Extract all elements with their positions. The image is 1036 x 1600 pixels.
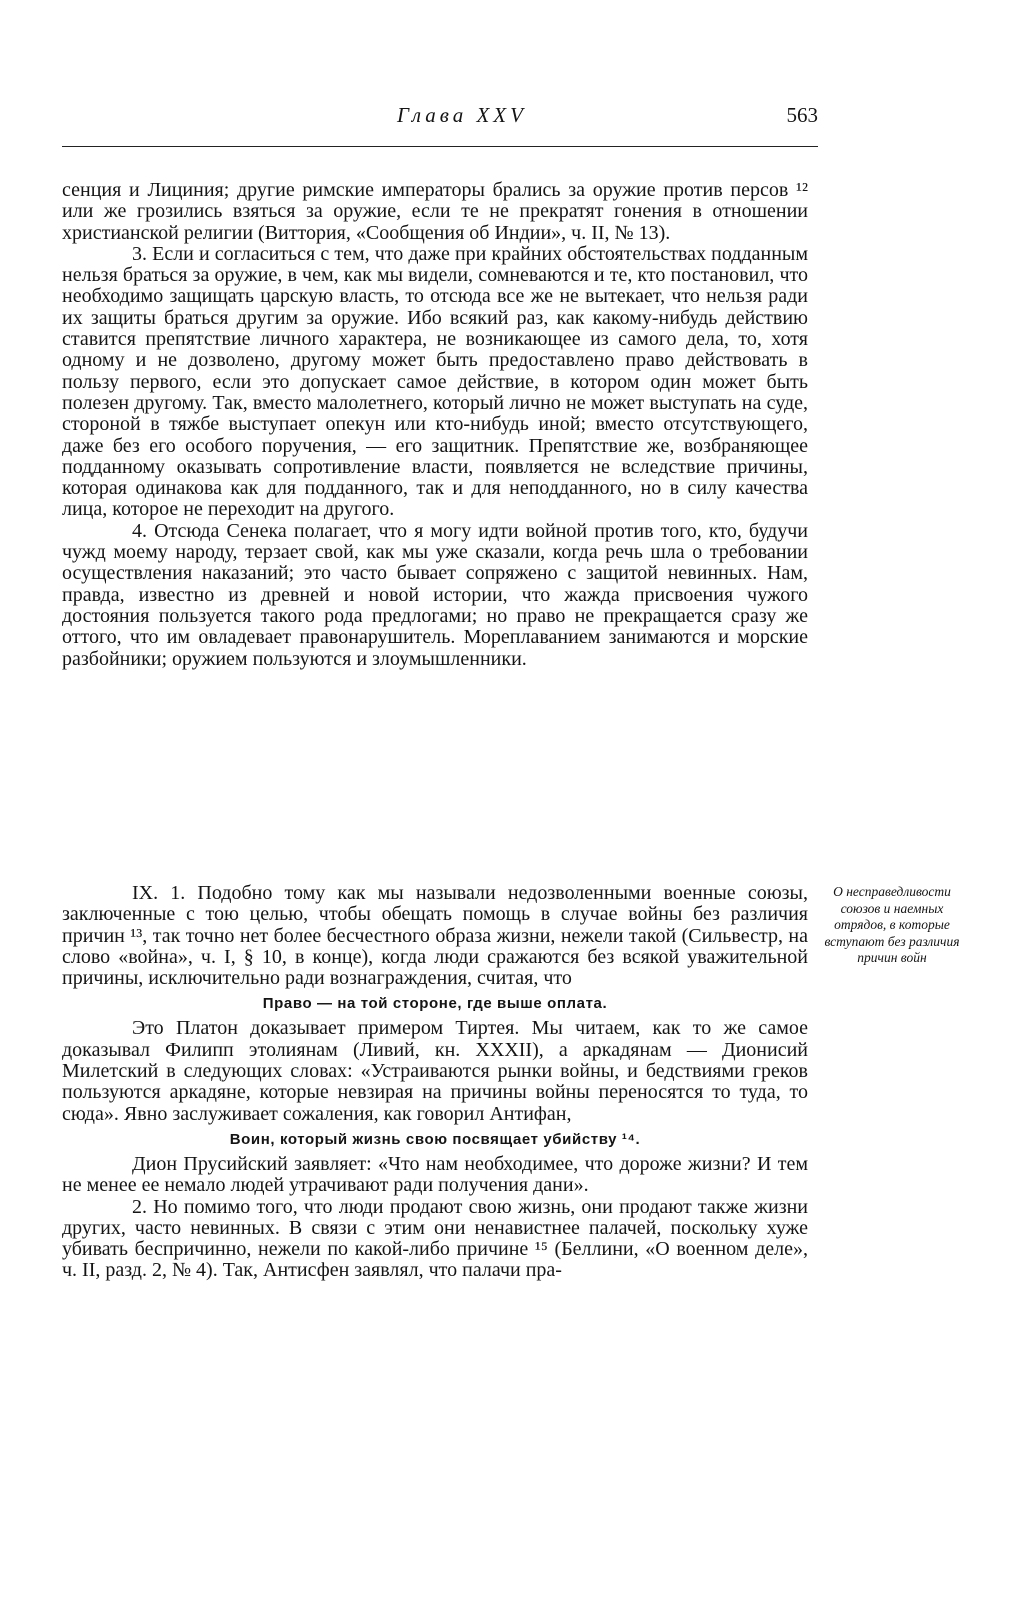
verse-quote-2: Воин, который жизнь свою посвящает убийству ¹⁴. [229, 1130, 641, 1148]
paragraph-ix-2: Это Платон доказывает примером Тиртея. Мы читаем, как то же самое доказывал Филипп этолиянам (Ливий, кн. XXXII), а аркадянам — Дионисий Милетский в следующих словах: «Устраиваются рынки войны, и бедствиями греков пользуются аркадяне, которые невзирая на причины войны переносятся то туда, то сюда». Явно заслуживает сожаления, как говорил Антифан, [62, 1017, 808, 1125]
paragraph-ix-3: Дион Прусийский заявляет: «Что нам необходимее, что дороже жизни? И тем не менее ее немало людей утрачивают ради получения дани». [62, 1152, 808, 1197]
header-rule [62, 146, 818, 147]
paragraph-4: 4. Отсюда Сенека полагает, что я могу идти войной против того, кто, будучи чужд моему народу, терзает свой, как мы уже сказали, когда речь шла о требовании осуществления наказаний; это часто бывает сопряжено с защитой невинных. Нам, правда, известно из древней и новой истории, что жажда присвоения чужого достояния пользуется такого рода предлогами; но право не прекращается сразу же оттого, что им овладевает правонарушитель. Мореплаванием занимаются и морские разбойники; оружием пользуются и злоумышленники. [62, 519, 808, 670]
page-number: 563 [786, 103, 818, 127]
margin-note: О несправедливости союзов и наемных отрядов, в которые вступают без различия причин войн [824, 884, 960, 965]
paragraph-3: 3. Если и согласиться с тем, что даже при крайних обстоятельствах подданным нельзя браться за оружие, в чем, как мы видели, сомневаются и те, кто постановил, что необходимо защищать царскую власть, то отсюда все же не вытекает, что нельзя ради их защиты браться другим за оружие. Ибо всякий раз, как какому-нибудь действию ставится препятствие личного характера, не возникающее из самого дела, то, хотя одному и не дозволено, другому может быть предоставлено право действовать в пользу первого, если это допускает самое действие, в котором один может быть полезен другому. Так, вместо малолетнего, который лично не может выступать на суде, стороной в тяжбе выступает опекун или кто-нибудь иной; вместо отсутствующего, даже без его особого поручения, — его защитник. Препятствие же, возбраняющее подданному оказывать сопротивление власти, появляется не вследствие причины, которая одинакова как для подданного, так и для неподданного, но в силу качества лица, которое не переходит на другого. [62, 242, 808, 521]
text-block-section-ix [62, 883, 808, 1282]
paragraph-continuation: сенция и Лициния; другие римские императоры брались за оружие против персов ¹² или же грозились взяться за оружие, если те не прекратят гонения в отношении христианской религии (Виттория, «Сообщения об Индии», ч. II, № 13). [62, 179, 808, 244]
text-block-top [62, 180, 808, 670]
paragraph-ix-1: IX. 1. Подобно тому как мы называли недозволенными военные союзы, заключенные с тою целью, чтобы обещать помощь в случае войны без различия причин ¹³, так точно нет более бесчестного образа жизни, нежели такой (Сильвестр, на слово «война», ч. I, § 10, в конце), когда люди сражаются без всякой уважительной причины, исключительно ради вознаграждения, считая, что [62, 882, 808, 990]
verse-quote-1: Право — на той стороне, где выше оплата. [262, 995, 608, 1013]
page-header [62, 103, 818, 143]
chapter-title: Глава XXV [397, 103, 527, 127]
paragraph-ix-4: 2. Но помимо того, что люди продают свою жизнь, они продают также жизни других, часто невинных. В связи с этим они ненавистнее палачей, поскольку хуже убивать беспричинно, нежели по какой-либо причине ¹⁵ (Беллини, «О военном деле», ч. II, разд. 2, № 4). Так, Антисфен заявлял, что палачи пра- [62, 1195, 808, 1282]
